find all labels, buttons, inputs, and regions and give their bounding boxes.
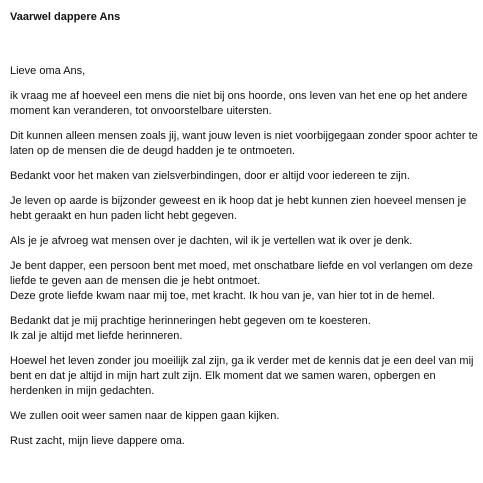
paragraph [10,234,475,249]
text-line: Hoewel het leven zonder jou moeilijk zal zijn, ga ik verder met de kennis dat je een deel van mij [10,355,474,367]
document-body [10,64,478,449]
paragraph [10,409,475,424]
paragraph [10,314,475,344]
text-line: ik vraag me af hoeveel een mens die niet bij ons hoorde, ons leven van het ene op het andere [10,90,468,102]
paragraph [10,129,478,159]
text-line: herdenken in mijn gedachten. [10,385,155,397]
text-line: liefde te geven aan de mensen die je hebt ontmoet. [10,275,261,287]
text-line: Bedankt voor het maken van zielsverbindingen, door er altijd voor iedereen te zijn. [10,170,410,182]
document-page [10,10,478,459]
paragraph [10,354,475,399]
text-line: Als je je afvroeg wat mensen over je dachten, wil ik je vertellen wat ik over je denk. [10,235,413,247]
text-line: Lieve oma Ans, [10,65,86,77]
text-line: bent en dat je altijd in mijn hart zult zijn. Elk moment dat we samen waren, opbergen en [10,370,436,382]
text-line: moment kan veranderen, tot onvoorstelbare uitersten. [10,105,272,117]
text-line: Ik zal je altijd met liefde herinneren. [10,330,183,342]
paragraph [10,89,475,119]
text-line: laten op de mensen die de deugd hadden je te ontmoeten. [10,145,296,157]
paragraph-greeting [10,64,475,79]
text-line: We zullen ooit weer samen naar de kippen gaan kijken. [10,410,280,422]
text-line: Rust zacht, mijn lieve dappere oma. [10,435,185,447]
paragraph [10,169,475,184]
paragraph [10,194,475,224]
text-line: Deze grote liefde kwam naar mij toe, met kracht. Ik hou van je, van hier tot in de hemel. [10,290,435,302]
text-line: Je bent dapper, een persoon bent met moed, met onschatbare liefde en vol verlangen om deze [10,260,473,272]
text-line: Dit kunnen alleen mensen zoals jij, want jouw leven is niet voorbijgegaan zonder spoor achter te [10,130,478,142]
paragraph [10,259,475,304]
text-line: hebt geraakt en hun paden licht hebt gegeven. [10,210,237,222]
text-line: Bedankt dat je mij prachtige herinneringen hebt gegeven om te koesteren. [10,315,371,327]
paragraph-closing [10,434,475,449]
text-line: Je leven op aarde is bijzonder geweest en ik hoop dat je hebt kunnen zien hoeveel mensen je [10,195,467,207]
document-title: Vaarwel dappere Ans [10,11,121,23]
